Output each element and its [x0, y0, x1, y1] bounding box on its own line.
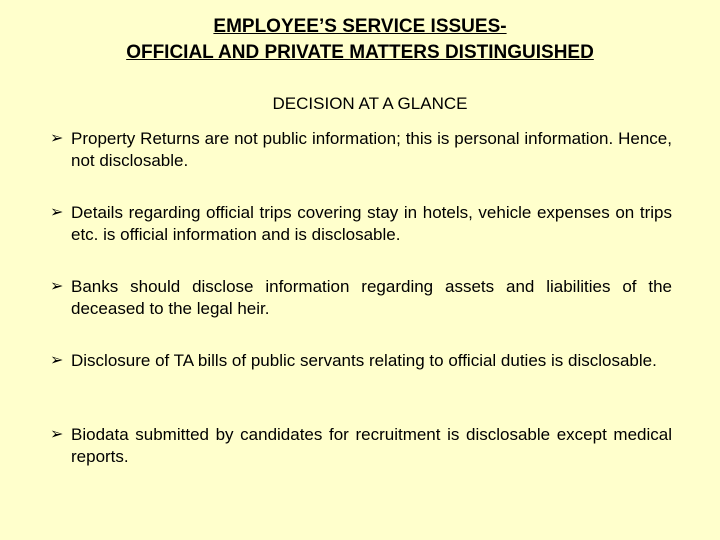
bullet-list: [50, 128, 672, 498]
title-line-1: EMPLOYEE’S SERVICE ISSUES-: [213, 16, 507, 37]
list-item: [50, 202, 672, 250]
list-item: [50, 276, 672, 324]
list-item: [50, 350, 672, 398]
arrowhead-icon: ➢: [50, 426, 64, 443]
page-title: [60, 14, 660, 66]
arrowhead-icon: ➢: [50, 204, 64, 221]
list-item-text: Disclosure of TA bills of public servants relating to official duties is disclosable.: [71, 351, 657, 370]
arrowhead-icon: ➢: [50, 278, 64, 295]
arrowhead-icon: ➢: [50, 352, 64, 369]
list-item-text: Banks should disclose information regarding assets and liabilities of the deceased to the legal heir.: [71, 277, 672, 318]
arrowhead-icon: ➢: [50, 130, 64, 147]
list-item: [50, 424, 672, 472]
list-item-text: Biodata submitted by candidates for recruitment is disclosable except medical reports.: [71, 425, 672, 466]
list-item: [50, 128, 672, 176]
list-item-text: Details regarding official trips covering stay in hotels, vehicle expenses on trips etc. is official information and is disclosable.: [71, 203, 672, 244]
subtitle: DECISION AT A GLANCE: [272, 94, 468, 113]
list-item-text: Property Returns are not public information; this is personal information. Hence, not disclosable.: [71, 129, 672, 170]
title-line-2: OFFICIAL AND PRIVATE MATTERS DISTINGUISHED: [126, 42, 594, 63]
